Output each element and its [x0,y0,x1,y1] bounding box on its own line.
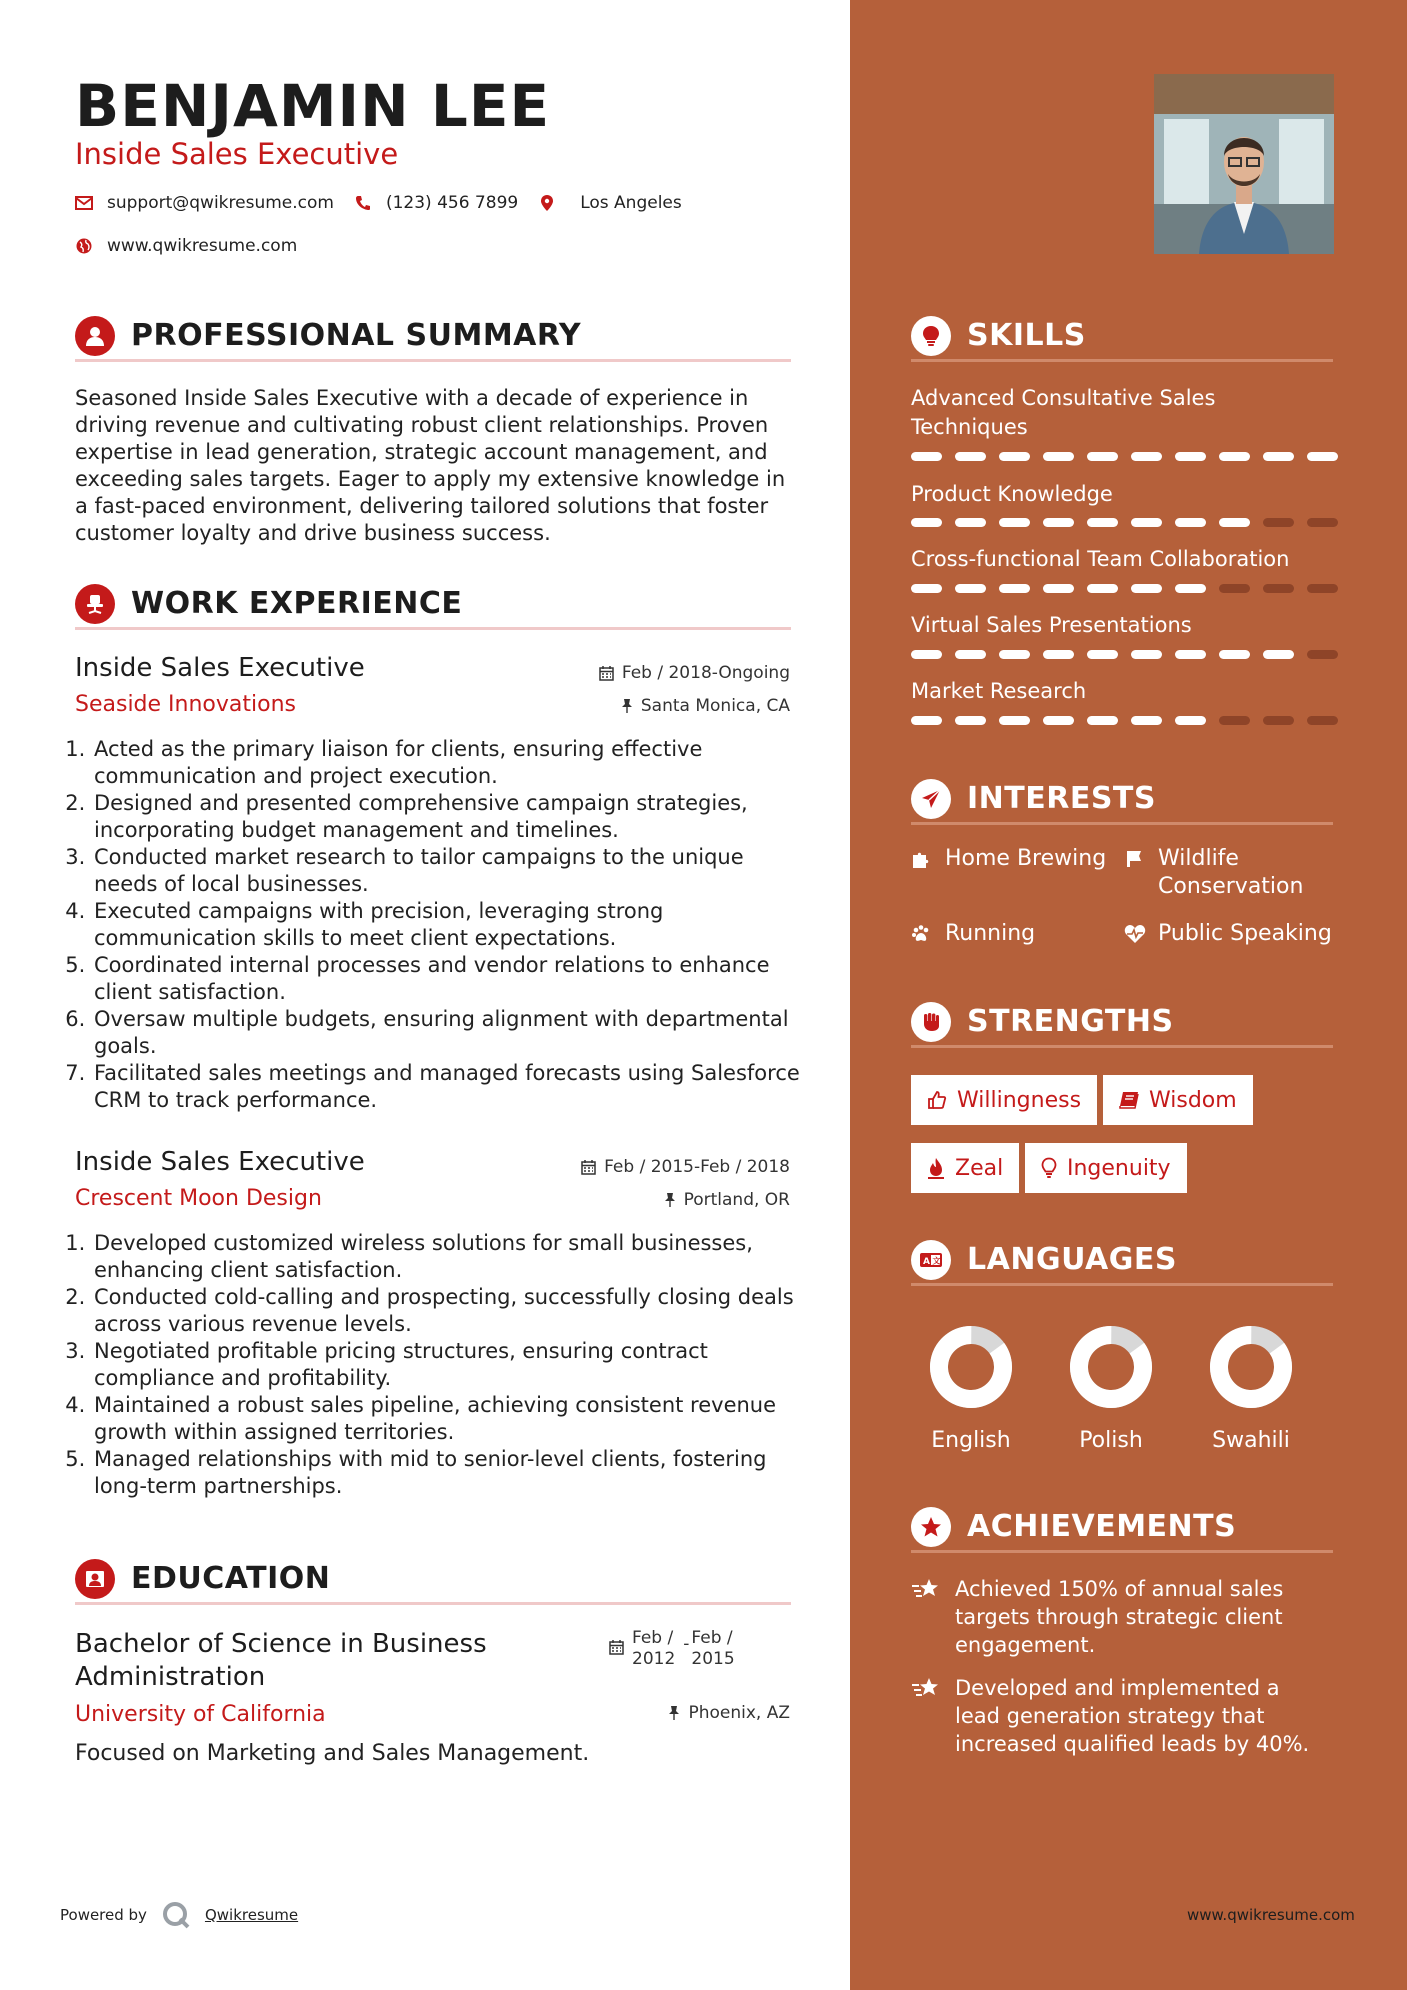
skill-dash-filled [1131,650,1162,659]
strength-label: Zeal [955,1155,1004,1181]
interest-label: Home Brewing [945,846,1107,871]
experience-heading-label: WORK EXPERIENCE [131,586,463,621]
website-row [75,236,297,256]
skill-dash-filled [1263,452,1294,461]
language-item [1191,1322,1311,1453]
list-item: 4. Maintained a robust sales pipeline, achieving consistent revenue growth within assigned territories. [92,1392,802,1446]
skill-dash-empty [1219,716,1250,725]
language-ring [1051,1322,1171,1412]
skill-dash-filled [999,650,1030,659]
skill-dash-filled [1043,716,1074,725]
skill-dash-filled [1087,650,1118,659]
education-location-text: Phoenix, AZ [688,1703,790,1723]
language-item [911,1322,1031,1453]
skill-dash-filled [1131,518,1162,527]
date-separator: - [683,1634,690,1654]
strength-chip [911,1075,1097,1125]
skill-dash-filled [955,716,986,725]
calendar-icon [609,1628,624,1670]
skill-dash-filled [999,518,1030,527]
skill-dash-filled [1043,584,1074,593]
paper-plane-icon [911,779,951,819]
skill-dash-filled [1087,584,1118,593]
skill-name: Cross-functional Team Collaboration [911,547,1290,571]
footer-website[interactable]: www.qwikresume.com [1187,1906,1355,1924]
skill-dash-empty [1307,650,1338,659]
skill-dash-empty [1307,716,1338,725]
email-text[interactable]: support@qwikresume.com [107,193,334,213]
phone-icon [354,195,372,211]
pushpin-icon [664,1192,676,1208]
language-label: Swahili [1212,1428,1290,1453]
summary-heading [75,312,791,362]
skill-dash-filled [1131,716,1162,725]
skill-dash-filled [1131,452,1162,461]
achievement-text: Developed and implemented a lead generation strategy that increased qualified leads by 40%. [955,1676,1310,1756]
map-pin-icon [538,194,556,212]
job-location-text: Santa Monica, CA [640,696,790,716]
profile-photo [1154,74,1334,254]
shooting-star-icon [911,1575,941,1659]
list-item: 5. Coordinated internal processes and vendor relations to enhance client satisfaction. [92,952,802,1006]
language-label: Polish [1079,1428,1143,1453]
skill-dash-filled [1087,716,1118,725]
education-end-year: 2015 [691,1649,735,1669]
education-start-month: Feb / [632,1628,674,1648]
list-item: 2. Designed and presented comprehensive campaign strategies, incorporating budget management and timelines. [92,790,802,844]
experience-heading [75,580,791,630]
list-item: 3. Conducted market research to tailor campaigns to the unique needs of local businesses. [92,844,802,898]
interest-item [1124,920,1344,948]
skill-dash-filled [1043,452,1074,461]
skill-dash-empty [1307,518,1338,527]
strength-chip [1103,1075,1253,1125]
languages-heading-label: LANGUAGES [967,1242,1177,1277]
list-item: 3. Negotiated profitable pricing structures, ensuring contract compliance and profitability. [92,1338,802,1392]
skill-dash-filled [955,650,986,659]
language-ring-fill [1206,1322,1295,1411]
interest-label: Wildlife [1158,846,1239,871]
education-start-year: 2012 [632,1649,676,1669]
skill-name: Virtual Sales Presentations [911,613,1192,637]
skill-meter [911,518,1338,527]
skill-dash-filled [955,518,986,527]
strength-label: Willingness [957,1087,1082,1113]
location-text: Los Angeles [580,193,682,213]
job-dates-text: Feb / 2018-Ongoing [621,663,790,683]
skill-dash-filled [1043,518,1074,527]
skill-dash-filled [1131,584,1162,593]
skills-heading-label: SKILLS [967,318,1086,353]
skill-dash-empty [1219,584,1250,593]
job-location [621,696,790,716]
education-end [691,1628,734,1670]
skills-heading [911,312,1333,362]
job-company: Crescent Moon Design [75,1186,322,1211]
skill-meter [911,584,1338,593]
education-heading-label: EDUCATION [131,1561,331,1596]
graduate-icon [75,1559,115,1599]
strength-label: Ingenuity [1067,1155,1171,1181]
skill-dash-empty [1307,584,1338,593]
summary-heading-label: PROFESSIONAL SUMMARY [131,318,582,353]
education-dates [609,1628,735,1670]
qwikresume-link[interactable]: Qwikresume [204,1906,299,1924]
education-heading [75,1555,791,1605]
fist-icon [911,1002,951,1042]
skill-dash-filled [1263,650,1294,659]
translate-icon [911,1240,951,1280]
education-end-month: Feb / [691,1628,733,1648]
interest-item [911,845,1131,873]
interest-item [1124,845,1334,901]
list-item: 2. Conducted cold-calling and prospecting, successfully closing deals across various revenue levels. [92,1284,802,1338]
language-ring [1191,1322,1311,1412]
globe-icon [75,238,93,254]
strengths-heading-label: STRENGTHS [967,1004,1174,1039]
degree-title [75,1628,487,1694]
languages-heading [911,1236,1333,1286]
interest-label: Running [945,921,1036,946]
achievements-heading [911,1503,1333,1553]
strengths-heading [911,998,1333,1048]
list-item: 1. Acted as the primary liaison for clients, ensuring effective communication and project execution. [92,736,802,790]
skill-name: Market Research [911,679,1087,703]
skill-dash-filled [1219,518,1250,527]
job-title: Inside Sales Executive [75,653,365,683]
language-ring [911,1322,1031,1412]
list-item: 5. Managed relationships with mid to senior-level clients, fostering long-term partnerships. [92,1446,802,1500]
skill-dash-filled [1307,452,1338,461]
skill-dash-empty [1263,518,1294,527]
interest-label: Public Speaking [1158,921,1332,946]
list-item: 7. Facilitated sales meetings and managed forecasts using Salesforce CRM to track performance. [92,1060,802,1114]
website-text[interactable]: www.qwikresume.com [107,236,298,256]
flame-icon [927,1157,945,1179]
skill-dash-filled [1175,650,1206,659]
candidate-title: Inside Sales Executive [75,137,399,171]
interest-item [911,920,1131,948]
job-dates [599,663,790,683]
job-dates [581,1157,790,1177]
pushpin-icon [668,1705,680,1721]
skill-dash-filled [1219,650,1250,659]
flag-icon [1124,845,1146,901]
calendar-icon [599,666,614,681]
skill-dash-filled [1219,452,1250,461]
thumbs-up-icon [927,1090,947,1110]
education-location [668,1703,790,1723]
skill-dash-filled [1087,452,1118,461]
strength-chip [1025,1143,1187,1193]
shooting-star-icon [911,1674,941,1758]
qwikresume-logo-icon [161,1900,191,1930]
powered-by [60,1900,298,1930]
achievement-item [911,1575,1331,1659]
skill-meter [911,716,1338,725]
powered-by-text: Powered by [60,1906,147,1924]
skill-dash-filled [955,452,986,461]
user-icon [75,316,115,356]
skill-dash-filled [911,650,942,659]
skill-name: Product Knowledge [911,482,1113,506]
lightbulb-outline-icon [1041,1157,1057,1179]
skill-dash-filled [1043,650,1074,659]
list-item: 6. Oversaw multiple budgets, ensuring alignment with departmental goals. [92,1006,802,1060]
achievement-text: Achieved 150% of annual sales targets through strategic client engagement. [955,1577,1284,1657]
paw-icon [911,920,933,948]
list-item: 1. Developed customized wireless solutions for small businesses, enhancing client satisfaction. [92,1230,802,1284]
star-badge-icon [911,1507,951,1547]
book-icon [1119,1091,1139,1109]
interest-label-line2: Conservation [1158,874,1304,899]
skill-dash-filled [955,584,986,593]
skill-dash-filled [999,584,1030,593]
calendar-icon [581,1160,596,1175]
skill-meter [911,452,1338,461]
language-ring-fill [926,1322,1015,1411]
skill-dash-filled [1175,584,1206,593]
skill-dash-filled [1175,518,1206,527]
skill-meter [911,650,1338,659]
achievement-item [911,1674,1331,1758]
svg-text:文: 文 [932,1256,941,1265]
job-bullets [72,736,802,1114]
contact-row [75,193,682,213]
list-item: 4. Executed campaigns with precision, leveraging strong communication skills to meet client expectations. [92,898,802,952]
degree-line-1: Bachelor of Science in Business [75,1629,487,1659]
school-name: University of California [75,1702,326,1727]
strength-label: Wisdom [1149,1087,1237,1113]
svg-text:A: A [923,1256,930,1267]
phone-text[interactable]: (123) 456 7899 [385,193,519,213]
skill-dash-filled [911,452,942,461]
strength-chip [911,1143,1019,1193]
candidate-name: BENJAMIN LEE [75,72,551,140]
skill-dash-filled [1175,716,1206,725]
interests-heading [911,775,1333,825]
education-note: Focused on Marketing and Sales Management. [75,1741,590,1766]
interests-heading-label: INTERESTS [967,781,1156,816]
skill-dash-filled [911,716,942,725]
education-start [632,1628,675,1670]
office-chair-icon [75,584,115,624]
skill-name: Advanced Consultative Sales Techniques [911,386,1216,439]
language-item [1051,1322,1171,1453]
language-label: English [931,1428,1011,1453]
pushpin-icon [621,698,633,714]
heartbeat-icon [1124,920,1146,948]
skill-dash-filled [999,452,1030,461]
job-title: Inside Sales Executive [75,1147,365,1177]
skill-dash-filled [1087,518,1118,527]
envelope-icon [75,196,93,210]
lightbulb-icon [911,316,951,356]
skill-dash-filled [999,716,1030,725]
achievements-heading-label: ACHIEVEMENTS [967,1509,1237,1544]
skill-dash-filled [911,518,942,527]
language-ring-fill [1066,1322,1155,1411]
skill-dash-filled [911,584,942,593]
job-dates-text: Feb / 2015-Feb / 2018 [604,1157,790,1177]
skill-dash-filled [1175,452,1206,461]
job-location [664,1190,790,1210]
job-company: Seaside Innovations [75,692,296,717]
job-location-text: Portland, OR [683,1190,790,1210]
puzzle-icon [911,845,933,873]
skill-dash-empty [1263,716,1294,725]
job-bullets [72,1230,802,1500]
degree-line-2: Administration [75,1662,266,1692]
summary-text: Seasoned Inside Sales Executive with a decade of experience in driving revenue and cultivating robust client relationships. Proven expertise in lead generation, strategic account management, and exceeding sales targets. Eager to apply my extensive knowledge in a fast-paced environment, delivering tailored solutions that foster customer loyalty and drive business success. [75,386,786,545]
skill-dash-empty [1263,584,1294,593]
